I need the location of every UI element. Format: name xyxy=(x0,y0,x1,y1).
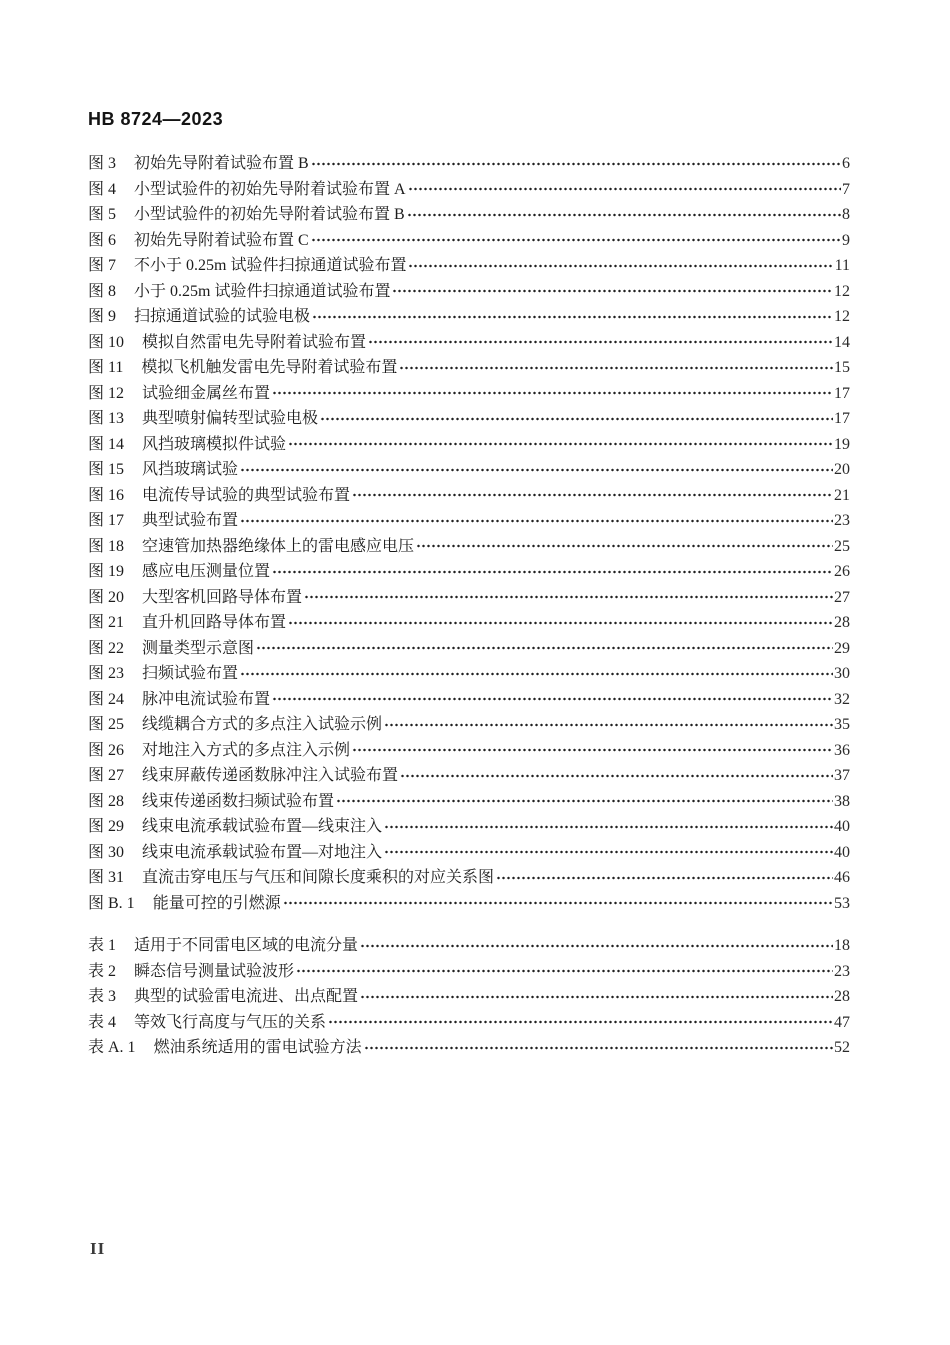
toc-entry-label: 图 14 xyxy=(88,435,125,453)
toc-entry-title: 风挡玻璃模拟件试验 xyxy=(142,435,287,453)
toc-entry-page: 6 xyxy=(842,155,850,172)
toc-entry-title: 适用于不同雷电区域的电流分量 xyxy=(134,937,359,954)
toc-entry-page: 29 xyxy=(834,639,850,657)
toc-entry-page: 19 xyxy=(834,435,850,453)
toc-entry-page: 27 xyxy=(834,588,850,606)
toc-entry-label: 图 21 xyxy=(88,614,125,631)
toc-entry-label: 图 13 xyxy=(88,410,125,427)
toc-entry-label: 表 4 xyxy=(88,1013,117,1031)
toc-entry-title: 模拟飞机触发雷电先导附着试验布置 xyxy=(141,359,398,376)
toc-entry-title: 典型喷射偏转型试验电极 xyxy=(142,410,319,427)
toc-entry-title: 直流击穿电压与气压和间隙长度乘积的对应关系图 xyxy=(142,869,495,886)
figure-toc-entry xyxy=(88,891,850,917)
standard-number-header: HB 8724—2023 xyxy=(88,109,224,129)
toc-entry-page: 38 xyxy=(834,792,850,810)
toc-entry-title: 初始先导附着试验布置 B xyxy=(134,155,309,172)
toc-entry-page: 7 xyxy=(842,180,850,198)
figure-toc-entry xyxy=(88,457,850,483)
toc-entry-title: 感应电压测量位置 xyxy=(142,563,271,580)
dotted-leader xyxy=(416,534,833,560)
toc-entry-label: 图 10 xyxy=(88,333,125,351)
figure-toc-entry xyxy=(88,483,850,509)
dotted-leader xyxy=(283,891,833,917)
figure-toc-entry xyxy=(88,687,850,713)
toc-entry-page: 15 xyxy=(834,359,850,376)
figure-toc-entry xyxy=(88,763,850,789)
figure-toc-entry xyxy=(88,279,850,305)
toc-entry-title: 线束电流承载试验布置—对地注入 xyxy=(142,843,383,861)
table-toc-entry xyxy=(88,984,850,1010)
dotted-leader xyxy=(352,738,833,764)
toc-entry-label: 图 17 xyxy=(88,512,125,529)
toc-entry-label: 表 1 xyxy=(88,937,117,954)
figure-toc-entry xyxy=(88,330,850,356)
dotted-leader xyxy=(336,789,833,815)
toc-entry-page: 37 xyxy=(834,767,850,784)
figure-toc-entry xyxy=(88,228,850,254)
toc-entry-page: 14 xyxy=(834,333,850,351)
toc-entry-page: 18 xyxy=(834,937,850,954)
figure-toc-entry xyxy=(88,559,850,585)
dotted-leader xyxy=(272,559,833,585)
toc-entry-title: 瞬态信号测量试验波形 xyxy=(134,962,295,980)
toc-entry-label: 图 6 xyxy=(88,231,117,249)
figure-toc-entry xyxy=(88,355,850,381)
toc-entry-label: 图 11 xyxy=(88,359,124,376)
dotted-leader xyxy=(400,763,833,789)
toc-entry-title: 测量类型示意图 xyxy=(142,639,255,657)
dotted-leader xyxy=(399,355,833,381)
toc-entry-page: 35 xyxy=(834,716,850,733)
toc-entry-label: 图 19 xyxy=(88,563,125,580)
dotted-leader xyxy=(352,483,833,509)
dotted-leader xyxy=(384,814,833,840)
page-number-footer: II xyxy=(90,1239,106,1258)
toc-entry-page: 11 xyxy=(834,257,850,274)
toc-entry-page: 17 xyxy=(834,410,850,427)
dotted-leader xyxy=(408,253,833,279)
toc-entry-title: 空速管加热器绝缘体上的雷电感应电压 xyxy=(142,537,415,555)
table-toc-entry xyxy=(88,959,850,985)
toc-entry-page: 46 xyxy=(834,869,850,886)
toc-entry-label: 表 3 xyxy=(88,988,117,1005)
toc-entry-page: 53 xyxy=(834,894,850,912)
toc-entry-label: 图 22 xyxy=(88,639,125,657)
toc-entry-label: 图 8 xyxy=(88,282,117,300)
toc-entry-label: 图 3 xyxy=(88,155,117,172)
toc-entry-title: 小于 0.25m 试验件扫掠通道试验布置 xyxy=(134,282,391,300)
toc-entry-label: 图 18 xyxy=(88,537,125,555)
toc-entry-page: 28 xyxy=(834,988,850,1005)
dotted-leader xyxy=(384,840,833,866)
toc-entry-title: 不小于 0.25m 试验件扫掠通道试验布置 xyxy=(134,257,407,274)
dotted-leader xyxy=(496,865,833,891)
dotted-leader xyxy=(304,585,833,611)
figure-toc-entry xyxy=(88,406,850,432)
dotted-leader xyxy=(240,661,833,687)
dotted-leader xyxy=(272,381,833,407)
dotted-leader xyxy=(364,1035,833,1061)
figure-toc-entry xyxy=(88,381,850,407)
figure-toc-entry xyxy=(88,840,850,866)
figure-toc-entry xyxy=(88,534,850,560)
dotted-leader xyxy=(311,228,841,254)
toc-entry-title: 燃油系统适用的雷电试验方法 xyxy=(153,1039,362,1056)
toc-entry-page: 36 xyxy=(834,741,850,759)
dotted-leader xyxy=(408,177,841,203)
figure-toc-entry xyxy=(88,253,850,279)
toc-entry-label: 图 7 xyxy=(88,257,117,274)
dotted-leader xyxy=(392,279,833,305)
toc-entry-page: 21 xyxy=(834,486,850,504)
toc-entry-label: 图 16 xyxy=(88,486,125,504)
toc-entry-title: 电流传导试验的典型试验布置 xyxy=(142,486,351,504)
figure-toc-entry xyxy=(88,636,850,662)
toc-entry-label: 图 31 xyxy=(88,869,125,886)
dotted-leader xyxy=(407,202,841,228)
toc-entry-page: 12 xyxy=(834,308,850,325)
toc-entry-page: 40 xyxy=(834,818,850,835)
toc-entry-page: 28 xyxy=(834,614,850,631)
toc-entry-title: 脉冲电流试验布置 xyxy=(142,690,271,708)
figure-toc-entry xyxy=(88,814,850,840)
toc-entry-page: 23 xyxy=(834,512,850,529)
toc-entry-label: 图 20 xyxy=(88,588,125,606)
figure-toc-entry xyxy=(88,738,850,764)
toc-entry-page: 20 xyxy=(834,461,850,478)
dotted-leader xyxy=(240,457,833,483)
toc-entry-title: 扫掠通道试验的试验电极 xyxy=(134,308,311,325)
toc-entry-label: 表 2 xyxy=(88,962,117,980)
toc-entry-label: 图 4 xyxy=(88,180,117,198)
figure-toc-entry xyxy=(88,610,850,636)
toc-entry-title: 线束传递函数扫频试验布置 xyxy=(142,792,335,810)
figures-list xyxy=(88,151,850,916)
figure-toc-entry xyxy=(88,177,850,203)
dotted-leader xyxy=(360,933,833,959)
toc-entry-title: 直升机回路导体布置 xyxy=(142,614,287,631)
toc-entry-page: 32 xyxy=(834,690,850,708)
figure-toc-entry xyxy=(88,865,850,891)
table-toc-entry xyxy=(88,1010,850,1036)
toc-entry-page: 47 xyxy=(834,1013,850,1031)
toc-entry-title: 典型试验布置 xyxy=(142,512,239,529)
toc-entry-title: 试验细金属丝布置 xyxy=(142,384,271,402)
toc-entry-label: 图 5 xyxy=(88,206,117,223)
toc-entry-label: 图 29 xyxy=(88,818,125,835)
toc-entry-title: 线束电流承载试验布置—线束注入 xyxy=(142,818,383,835)
figure-toc-entry xyxy=(88,712,850,738)
figure-toc-entry xyxy=(88,661,850,687)
toc-entry-title: 小型试验件的初始先导附着试验布置 A xyxy=(134,180,406,198)
dotted-leader xyxy=(288,432,833,458)
toc-entry-title: 线束屏蔽传递函数脉冲注入试验布置 xyxy=(142,767,399,784)
dotted-leader xyxy=(368,330,833,356)
dotted-leader xyxy=(288,610,833,636)
table-toc-entry xyxy=(88,933,850,959)
figure-toc-entry xyxy=(88,202,850,228)
toc-entry-page: 17 xyxy=(834,384,850,402)
toc-entry-title: 风挡玻璃试验 xyxy=(142,461,239,478)
toc-entry-title: 能量可控的引燃源 xyxy=(152,894,281,912)
toc-entry-title: 模拟自然雷电先导附着试验布置 xyxy=(142,333,367,351)
toc-entry-title: 等效飞行高度与气压的关系 xyxy=(134,1013,327,1031)
toc-entry-label: 表 A. 1 xyxy=(88,1039,136,1056)
toc-entry-page: 30 xyxy=(834,665,850,682)
toc-entry-page: 52 xyxy=(834,1039,850,1056)
toc-entry-page: 9 xyxy=(842,231,850,249)
figure-toc-entry xyxy=(88,432,850,458)
toc-entry-label: 图 30 xyxy=(88,843,125,861)
dotted-leader xyxy=(256,636,833,662)
toc-entry-label: 图 15 xyxy=(88,461,125,478)
toc-entry-label: 图 23 xyxy=(88,665,125,682)
dotted-leader xyxy=(312,304,833,330)
toc-entry-label: 图 9 xyxy=(88,308,117,325)
toc-entry-label: 图 26 xyxy=(88,741,125,759)
toc-entry-title: 扫频试验布置 xyxy=(142,665,239,682)
toc-entry-label: 图 12 xyxy=(88,384,125,402)
toc-entry-title: 小型试验件的初始先导附着试验布置 B xyxy=(134,206,405,223)
toc-entry-page: 40 xyxy=(834,843,850,861)
table-of-contents xyxy=(88,151,850,1061)
toc-entry-page: 26 xyxy=(834,563,850,580)
toc-entry-page: 25 xyxy=(834,537,850,555)
dotted-leader xyxy=(360,984,833,1010)
dotted-leader xyxy=(296,959,833,985)
toc-entry-page: 12 xyxy=(834,282,850,300)
dotted-leader xyxy=(320,406,833,432)
figure-toc-entry xyxy=(88,789,850,815)
toc-entry-title: 线缆耦合方式的多点注入试验示例 xyxy=(142,716,383,733)
toc-entry-label: 图 25 xyxy=(88,716,125,733)
toc-entry-page: 23 xyxy=(834,962,850,980)
toc-entry-title: 对地注入方式的多点注入示例 xyxy=(142,741,351,759)
figure-toc-entry xyxy=(88,585,850,611)
toc-entry-title: 典型的试验雷电流进、出点配置 xyxy=(134,988,359,1005)
toc-entry-title: 初始先导附着试验布置 C xyxy=(134,231,309,249)
figure-toc-entry xyxy=(88,151,850,177)
dotted-leader xyxy=(328,1010,833,1036)
tables-list xyxy=(88,933,850,1061)
toc-entry-label: 图 24 xyxy=(88,690,125,708)
dotted-leader xyxy=(272,687,833,713)
toc-entry-title: 大型客机回路导体布置 xyxy=(142,588,303,606)
dotted-leader xyxy=(384,712,833,738)
toc-entry-page: 8 xyxy=(842,206,850,223)
toc-entry-label: 图 B. 1 xyxy=(88,894,135,912)
dotted-leader xyxy=(240,508,833,534)
toc-entry-label: 图 28 xyxy=(88,792,125,810)
toc-entry-label: 图 27 xyxy=(88,767,125,784)
table-toc-entry xyxy=(88,1035,850,1061)
figure-toc-entry xyxy=(88,508,850,534)
figure-toc-entry xyxy=(88,304,850,330)
dotted-leader xyxy=(311,151,841,177)
